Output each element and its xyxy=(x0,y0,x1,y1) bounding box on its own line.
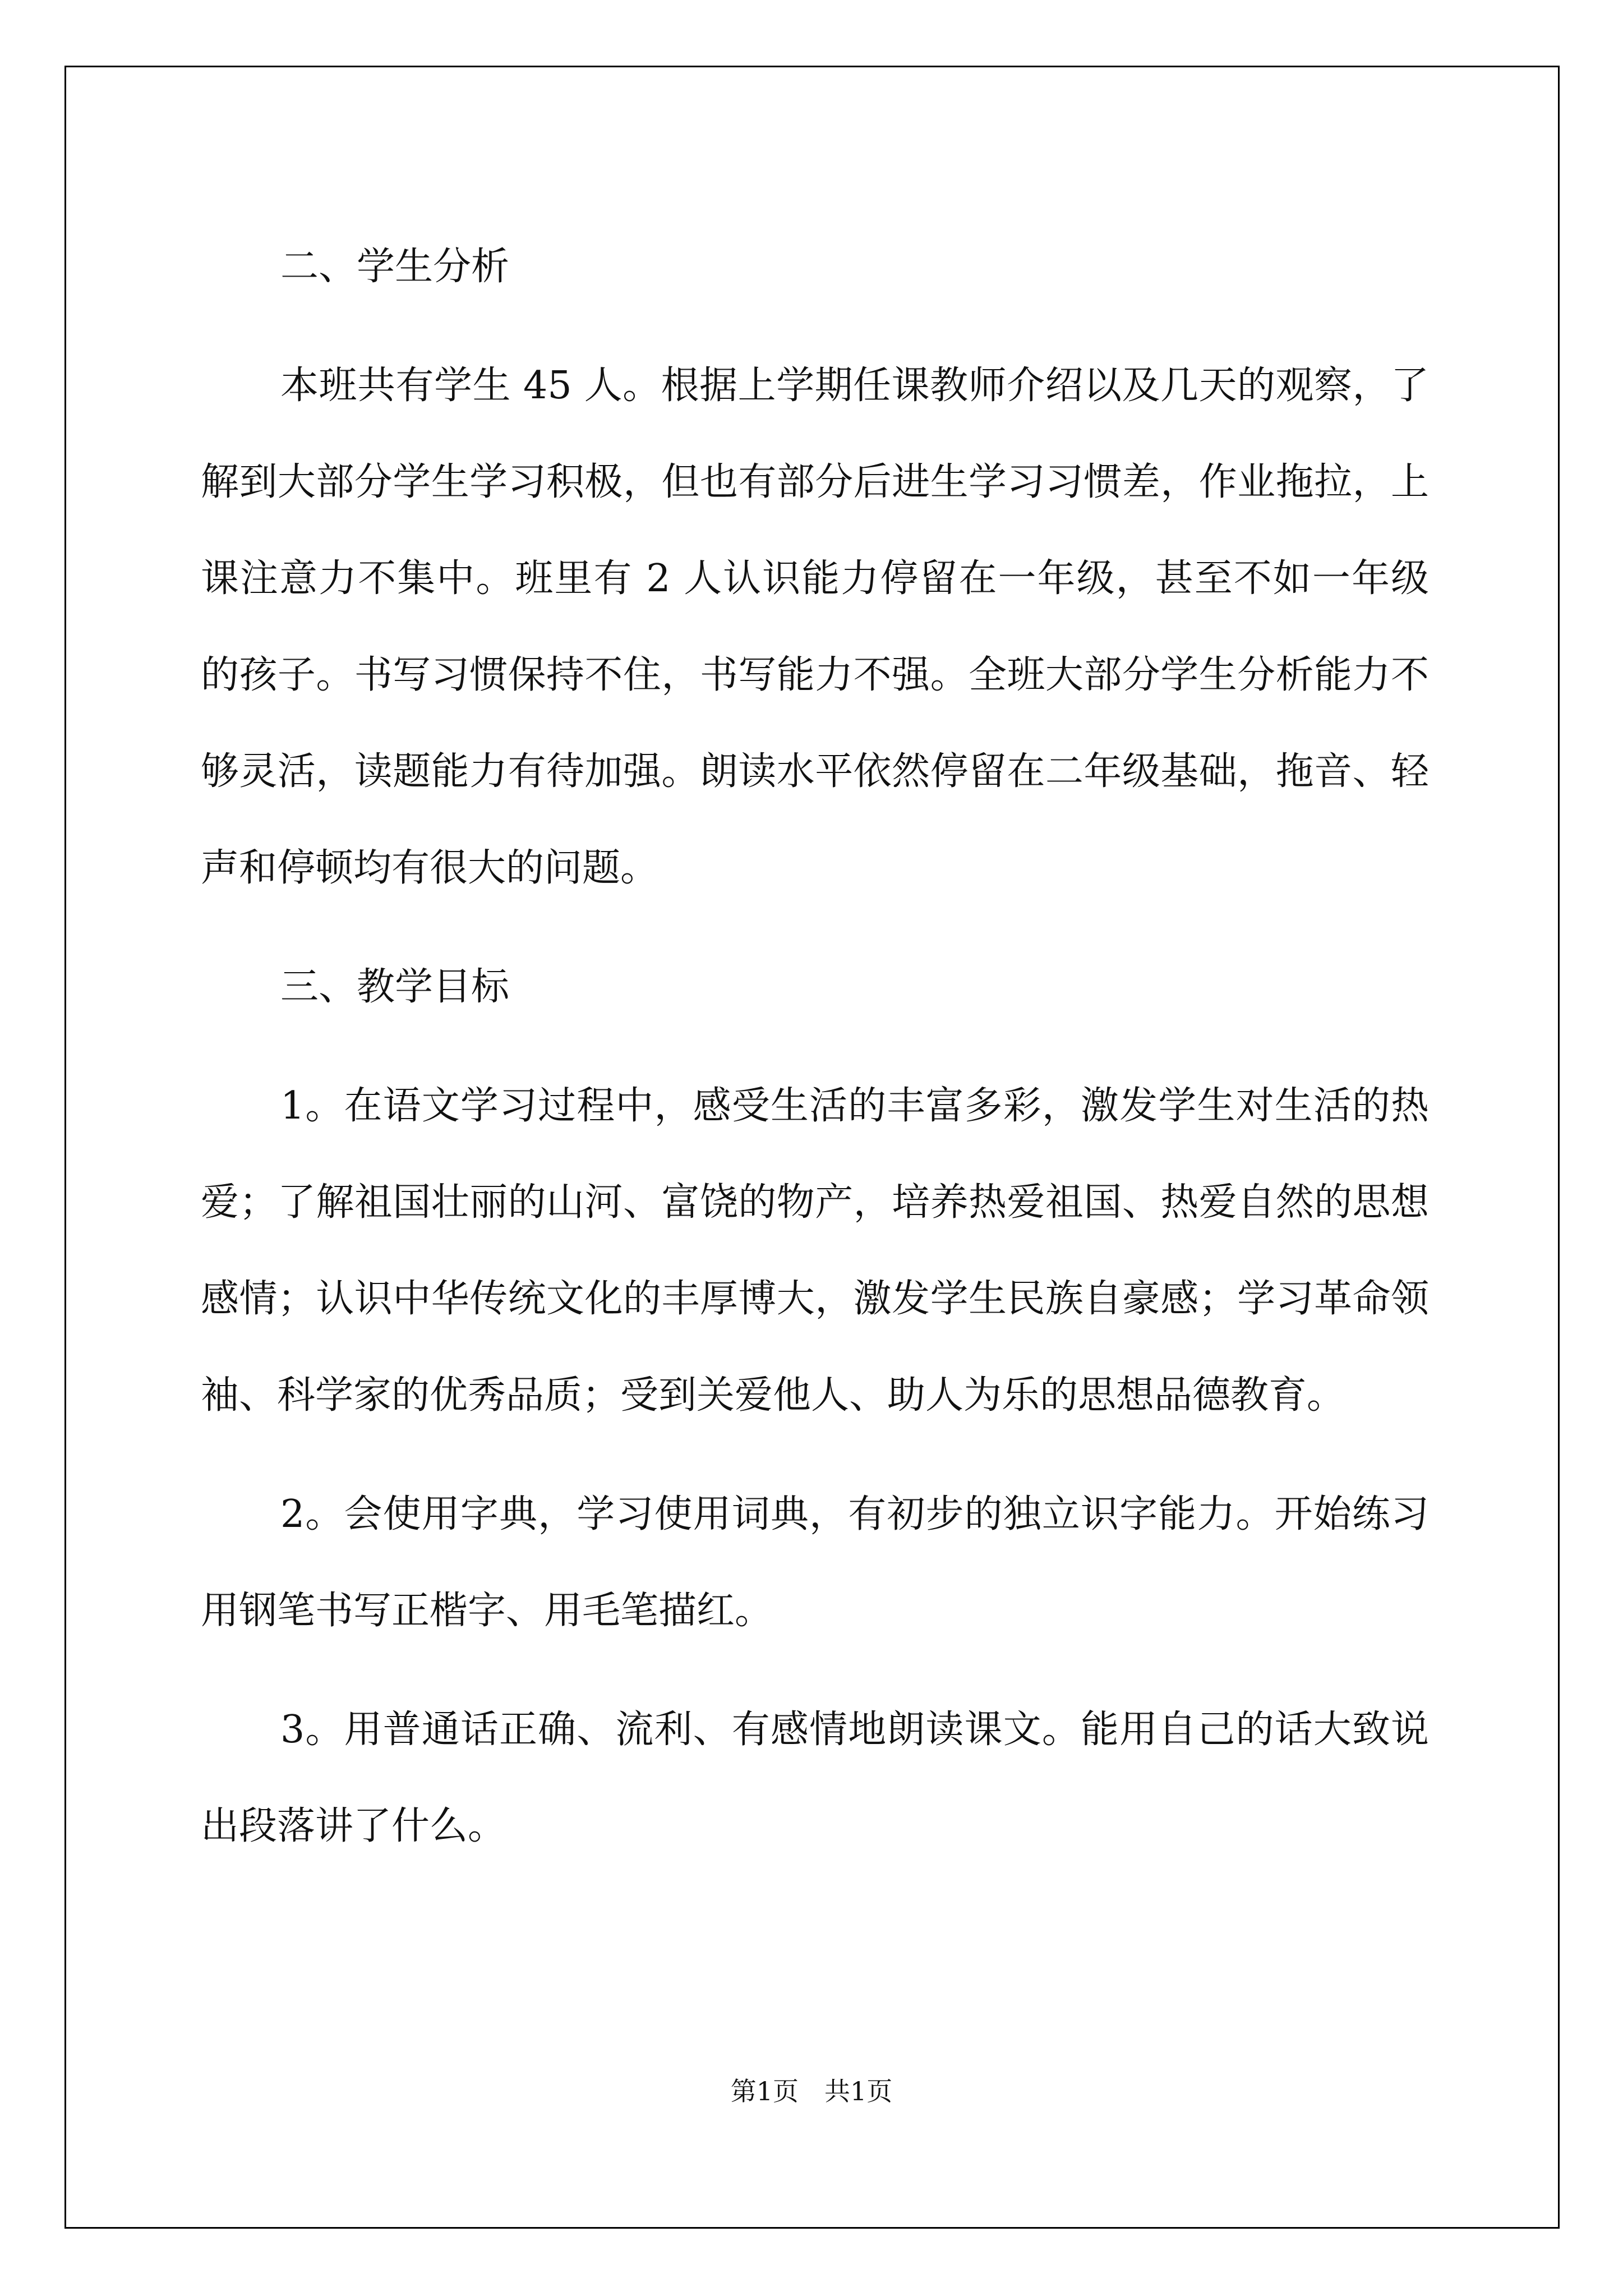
paragraph-goal-2: 2。会使用字典，学习使用词典，有初步的独立识字能力。开始练习用钢笔书写正楷字、用毛笔描红。 xyxy=(201,1492,1429,1633)
section-heading-student-analysis: 二、学生分析 xyxy=(280,245,510,289)
paragraph-student-analysis: 本班共有学生 45 人。根据上学期任课教师介绍以及几天的观察，了解到大部分学生学习积极，但也有部分后进生学习习惯差，作业拖拉，上课注意力不集中。班里有 2 人认识能力停留在一年级，甚至不如一年级的孩子。书写习惯保持不住，书写能力不强。全班大部分学生分析能力不够灵活，读题能力有待加强。朗读水平依然停留在二年级基础，拖音、轻声和停顿均有很大的问题。 xyxy=(201,364,1429,890)
paragraph-goal-1: 1。在语文学习过程中，感受生活的丰富多彩，激发学生对生活的热爱；了解祖国壮丽的山河、富饶的物产，培养热爱祖国、热爱自然的思想感情；认识中华传统文化的丰厚博大，激发学生民族自豪感；学习革命领袖、科学家的优秀品质；受到关爱他人、助人为乐的思想品德教育。 xyxy=(201,1084,1429,1418)
paragraph-goal-3: 3。用普通话正确、流利、有感情地朗读课文。能用自己的话大致说出段落讲了什么。 xyxy=(201,1708,1429,1848)
section-heading-teaching-goals: 三、教学目标 xyxy=(280,965,510,1009)
document-body xyxy=(201,219,1429,1875)
page-footer: 第1页 共1页 xyxy=(730,2076,893,2106)
